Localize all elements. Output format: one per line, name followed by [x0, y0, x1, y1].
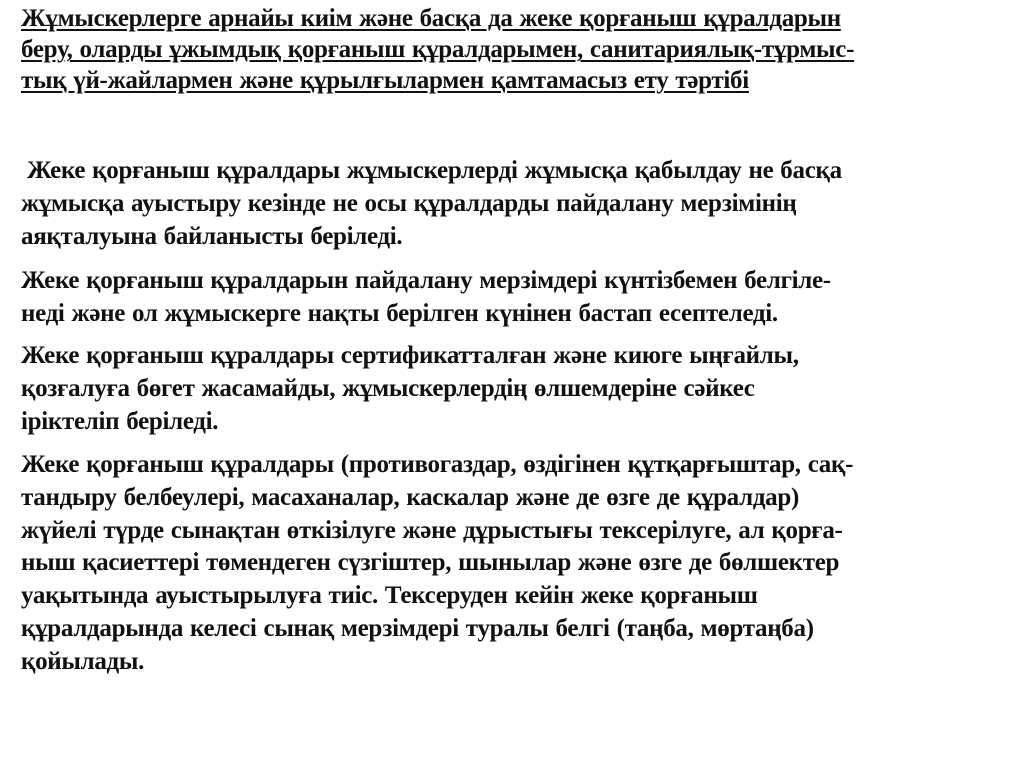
document-title: [21, 3, 1011, 96]
paragraph-line: қойылады.: [21, 647, 145, 675]
paragraph-line: Жеке қорғаныш құралдары жұмыскерлерді жұмысқа қабылдау не басқа: [27, 157, 842, 184]
paragraph-issuance: [21, 155, 1011, 253]
paragraph-line: жүйелі түрде сынақтан өткізілуге және дұрыстығы тексерілуге, ал қорға-: [21, 516, 843, 544]
paragraph-line: іріктеліп беріледі.: [21, 407, 219, 435]
paragraph-line: тандыру белбеулері, масаханалар, каскалар және де өзге де құралдар): [21, 483, 800, 511]
paragraph-line: ныш қасиеттері төмендеген сүзгіштер, шынылар және өзге де бөлшектер: [21, 549, 840, 577]
title-line: тық үй-жайлармен және құрылғылармен қамтамасыз ету тәртібі: [21, 67, 749, 94]
paragraph-certification: [21, 340, 1011, 438]
title-line: беру, оларды ұжымдық қорғаныш құралдарымен, санитариялық-тұрмыс-: [21, 36, 855, 63]
title-line: Жұмыскерлерге арнайы киім және басқа да жеке қорғаныш құралдарын: [21, 5, 841, 32]
paragraph-line: жұмысқа ауыстыру кезінде не осы құралдарды пайдалану мерзімінің: [21, 189, 797, 217]
paragraph-testing: [21, 449, 1011, 679]
paragraph-line: аяқталуына байланысты беріледі.: [21, 222, 403, 250]
paragraph-line: Жеке қорғаныш құралдары сертификатталған және киюге ыңғайлы,: [21, 342, 799, 369]
paragraph-usage-period: [21, 265, 1011, 331]
paragraph-line: уақытында ауыстырылуға тиіс. Тексеруден кейін жеке қорғаныш: [21, 582, 758, 610]
paragraph-line: Жеке қорғаныш құралдарын пайдалану мерзімдері күнтізбемен белгіле-: [21, 267, 831, 294]
paragraph-line: неді және ол жұмыскерге нақты берілген күнінен бастап есептеледі.: [21, 299, 778, 327]
paragraph-line: қозғалуға бөгет жасамайды, жұмыскерлердің өлшемдеріне сәйкес: [21, 374, 755, 402]
paragraph-line: Жеке қорғаныш құралдары (противогаздар, өздігінен құтқарғыштар, сақ-: [21, 451, 854, 478]
paragraph-line: құралдарында келесі сынақ мерзімдері туралы белгі (таңба, мөртаңба): [21, 614, 814, 642]
